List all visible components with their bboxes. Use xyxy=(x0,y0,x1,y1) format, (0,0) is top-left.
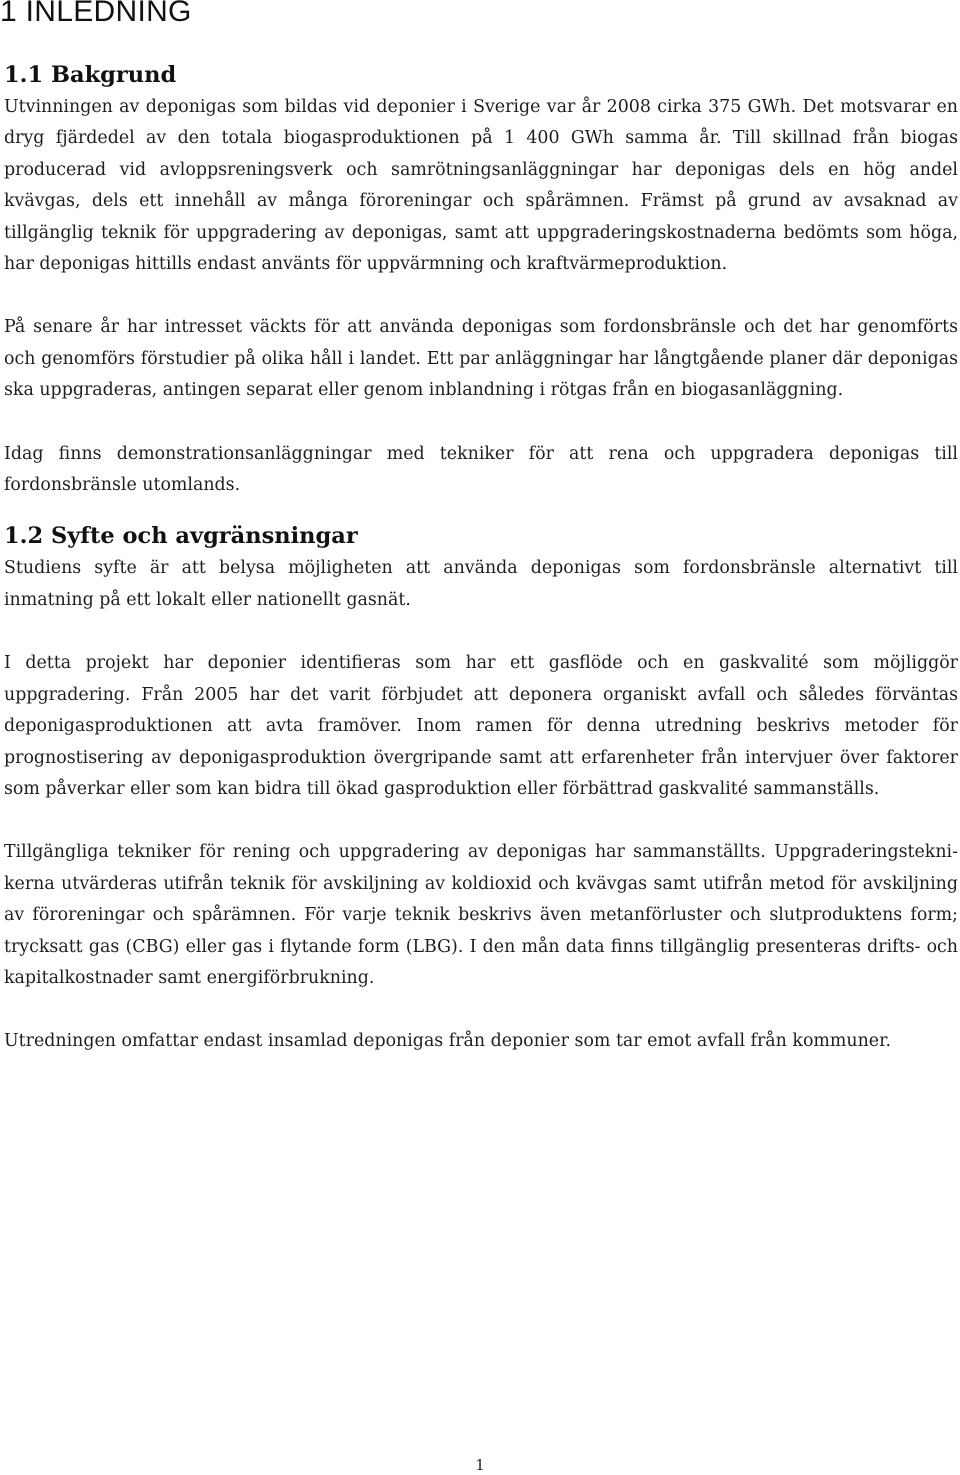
paragraph: Idag finns demonstrationsanläggningar med tekniker för att rena och uppgradera deponigas till fordonsbränsle utomlands. xyxy=(4,443,958,496)
section-bakgrund xyxy=(4,58,958,501)
paragraph: På senare år har intresset väckts för att använda deponigas som fordonsbränsle och det har genomförts och genomförs förstudier på olika håll i landet. Ett par anläggningar har långtgående planer där deponigas ska uppgraderas, antingen separat eller genom inblandning i rötgas från en biogasanläggning. xyxy=(4,317,958,401)
section-syfte-och-avgransningar xyxy=(4,519,958,1057)
paragraph: I detta projekt har deponier identifieras som har ett gasflöde och en gaskvalité som möjliggör uppgradering. Från 2005 har det varit förbjudet att deponera organiskt avfall och således förväntas deponigasproduktionen att avta framöver. Inom ramen för denna utredning beskrivs metoder för prognostisering av deponigasproduktion övergripande samt att erfarenheter från intervjuer över faktorer som påverkar eller som kan bidra till ökad gasproduktion eller förbättrad gaskvalité sammanställs. xyxy=(4,653,958,799)
paragraph: Tillgängliga tekniker för rening och uppgradering av deponigas har sammanställts. Uppgraderingsteknikerna utvärderas utifrån teknik för avskiljning av koldioxid och kvävgas samt utifrån metod för avskiljning av föroreningar och spårämnen. För varje teknik beskrivs även metanförluster och slutproduktens form; trycksatt gas (CBG) eller gas i flytande form (LBG). I den mån data finns tillgänglig presenteras drifts- och kapitalkostnader samt energiförbrukning. xyxy=(4,842,958,988)
page-number: 1 xyxy=(475,1456,485,1474)
paragraph: Utredningen omfattar endast insamlad deponigas från deponier som tar emot avfall från kommuner. xyxy=(4,1031,892,1052)
document-body xyxy=(4,58,958,1090)
paragraph: Studiens syfte är att belysa möjligheten att använda deponigas som fordonsbränsle alternativt till inmatning på ett lokalt eller nationellt gasnät. xyxy=(4,558,958,610)
section-title: 1.1 Bakgrund xyxy=(4,62,177,88)
chapter-title: 1 INLEDNING xyxy=(0,0,192,28)
paragraph: Utvinningen av deponigas som bildas vid deponier i Sverige var år 2008 cirka 375 GWh. Det motsvarar en dryg fjärdedel av den totala biogasproduktionen på 1 400 GWh samma år. Till skillnad från biogas producerad vid avloppsreningsverk och samrötningsanläggningar har deponigas dels en hög andel kvävgas, dels ett innehåll av många föroreningar och spårämnen. Främst på grund av avsaknad av tillgänglig teknik för uppgradering av deponigas, samt att uppgraderingskostnaderna bedömts som höga, har deponigas hittills endast använts för uppvärmning och kraftvärmeproduktion. xyxy=(4,97,958,275)
section-title: 1.2 Syfte och avgränsningar xyxy=(4,523,358,550)
